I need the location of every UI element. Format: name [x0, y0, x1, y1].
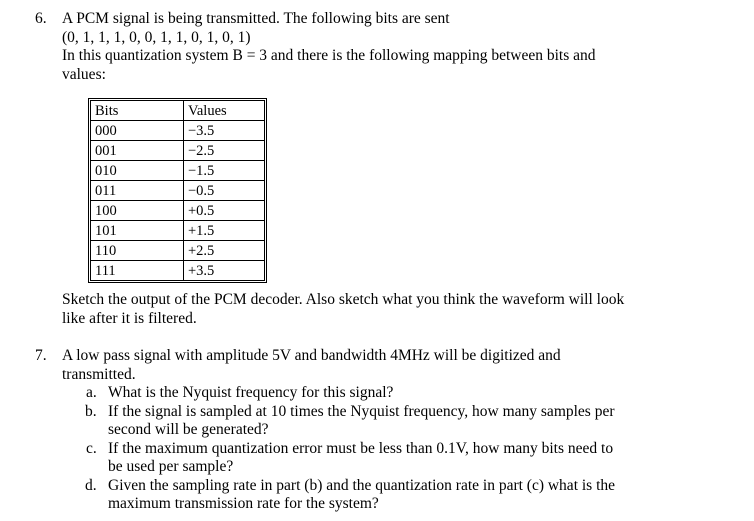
question-7-text-line-2: transmitted. [62, 366, 136, 383]
sketch-instruction-line-2: like after it is filtered. [62, 310, 197, 327]
value-cell: −0.5 [184, 181, 265, 201]
bits-cell: 010 [91, 161, 184, 181]
part-b-text-line-1: If the signal is sampled at 10 times the Nyquist frequency, how many samples per [108, 403, 615, 420]
part-b-label: b. [85, 403, 97, 420]
question-7-number: 7. [35, 347, 47, 364]
table-header-row [91, 101, 265, 121]
part-c-label: c. [86, 440, 97, 457]
table-row [91, 121, 265, 141]
value-cell: +1.5 [184, 221, 265, 241]
part-c-text-line-1: If the maximum quantization error must be less than 0.1V, how many bits need to [108, 440, 614, 457]
part-d-label: d. [85, 477, 97, 494]
part-d-text-line-2: maximum transmission rate for the system? [108, 495, 379, 512]
bits-column-header: Bits [91, 101, 184, 121]
bit-value-mapping-table [90, 100, 265, 281]
table-row [91, 241, 265, 261]
value-cell: −3.5 [184, 121, 265, 141]
part-b-text-line-2: second will be generated? [108, 421, 269, 438]
bits-cell: 011 [91, 181, 184, 201]
table-row [91, 261, 265, 281]
table-row [91, 141, 265, 161]
value-cell: +2.5 [184, 241, 265, 261]
question-6-text-line-1: A PCM signal is being transmitted. The following bits are sent [62, 10, 450, 27]
question-6-text-line-4: values: [62, 66, 106, 83]
bits-cell: 100 [91, 201, 184, 221]
bits-cell: 110 [91, 241, 184, 261]
bits-cell: 101 [91, 221, 184, 241]
values-column-header: Values [184, 101, 265, 121]
part-a-text: What is the Nyquist frequency for this signal? [108, 384, 394, 401]
value-cell: +3.5 [184, 261, 265, 281]
bits-cell: 111 [91, 261, 184, 281]
part-d-text-line-1: Given the sampling rate in part (b) and the quantization rate in part (c) what is the [108, 477, 616, 494]
part-c-text-line-2: be used per sample? [108, 458, 234, 475]
value-cell: +0.5 [184, 201, 265, 221]
bit-sequence: (0, 1, 1, 1, 0, 0, 1, 1, 0, 1, 0, 1) [62, 29, 251, 46]
bits-cell: 000 [91, 121, 184, 141]
value-cell: −1.5 [184, 161, 265, 181]
question-6-number: 6. [35, 10, 47, 27]
sketch-instruction-line-1: Sketch the output of the PCM decoder. Also sketch what you think the waveform will look [62, 291, 625, 308]
part-a-label: a. [86, 384, 97, 401]
table-row [91, 181, 265, 201]
question-7-text-line-1: A low pass signal with amplitude 5V and bandwidth 4MHz will be digitized and [62, 347, 561, 364]
table-row [91, 161, 265, 181]
table-row [91, 221, 265, 241]
question-6-text-line-3: In this quantization system B = 3 and there is the following mapping between bits and [62, 47, 596, 64]
value-cell: −2.5 [184, 141, 265, 161]
table-row [91, 201, 265, 221]
bits-cell: 001 [91, 141, 184, 161]
